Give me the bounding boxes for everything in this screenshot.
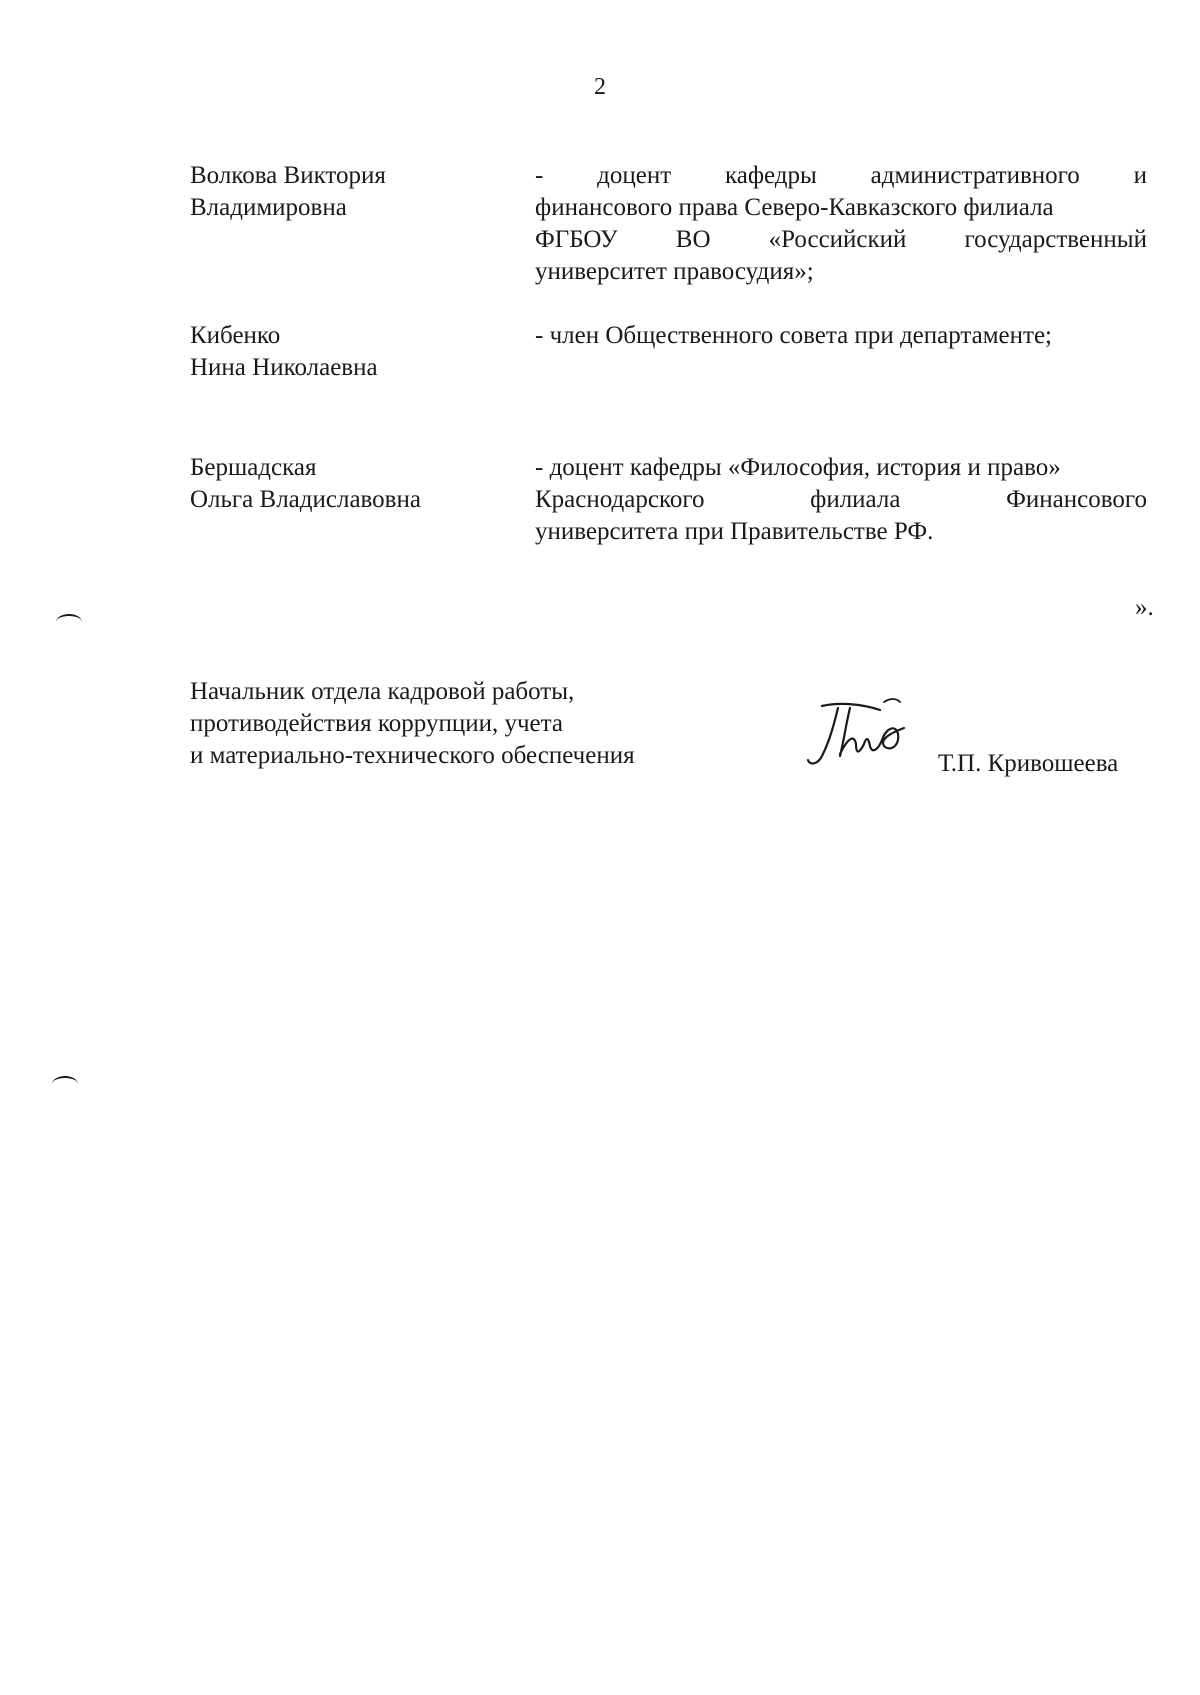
handwritten-signature (800, 694, 910, 774)
description-line (535, 160, 1147, 192)
margin-mark (52, 1076, 78, 1092)
description-line: университета при Правительстве РФ. (535, 518, 934, 545)
member-name-line: Бершадская (190, 454, 317, 481)
member-name (190, 320, 490, 384)
member-description (535, 452, 1147, 548)
member-description (535, 160, 1147, 288)
word: доцент (597, 162, 672, 189)
word: Краснодарского (535, 486, 705, 513)
member-name-line: Волкова Виктория (190, 162, 386, 189)
word: ФГБОУ (535, 226, 618, 253)
word: государственный (964, 226, 1147, 253)
member-name (190, 160, 490, 224)
word: и (1133, 162, 1147, 189)
word: ВО (675, 226, 711, 253)
description-line (535, 484, 1147, 516)
member-name (190, 452, 490, 516)
description-line: - доцент кафедры «Философия, история и право» (535, 454, 1061, 481)
member-name-line: Владимировна (190, 194, 347, 221)
description-line: университет правосудия»; (535, 258, 814, 285)
signatory-title-line: и материально-технического обеспечения (190, 742, 635, 769)
word: - (535, 162, 544, 189)
word: Финансового (1006, 486, 1147, 513)
signer-name: Т.П. Кривошеева (938, 750, 1119, 777)
member-name-line: Ольга Владиславовна (190, 486, 421, 513)
signatory-title-line: Начальник отдела кадровой работы, (190, 678, 575, 705)
signatory-title-line: противодействия коррупции, учета (190, 710, 563, 737)
margin-mark (56, 614, 82, 630)
member-name-line: Нина Николаевна (190, 354, 378, 381)
word: филиала (810, 486, 901, 513)
closing-quote: ». (1135, 594, 1154, 621)
member-description (535, 320, 1147, 352)
word: «Российский (768, 226, 907, 253)
word: административного (870, 162, 1080, 189)
description-line: финансового права Северо-Кавказского филиала (535, 194, 1054, 221)
word: кафедры (724, 162, 817, 189)
member-name-line: Кибенко (190, 322, 281, 349)
description-line (535, 224, 1147, 256)
signatory-title (190, 676, 710, 772)
page-number: 2 (594, 74, 606, 100)
description-line: - член Общественного совета при департаменте; (535, 322, 1052, 349)
